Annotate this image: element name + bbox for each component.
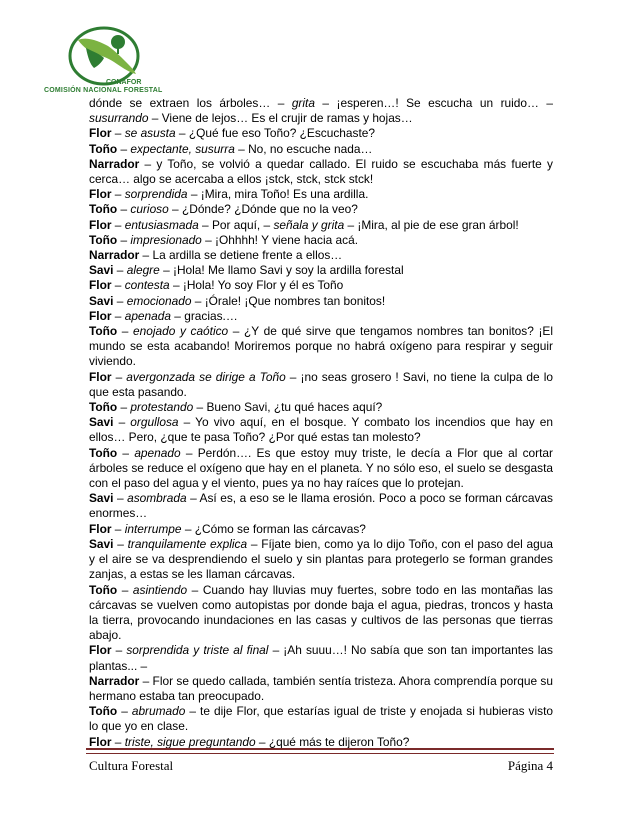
dialogue-paragraph [89,126,553,141]
dialogue-paragraph [89,704,553,734]
speaker-name: Toño [89,324,118,339]
stage-direction: sorprendida y triste al final [126,643,269,658]
stage-direction: avergonzada se dirige a Toño [126,369,286,384]
stage-direction: susurrando [89,111,149,126]
speaker-name: Flor [89,187,112,202]
dialogue-text: – [117,400,131,415]
speaker-name: Narrador [89,248,140,263]
dialogue-text: – Yo vivo aquí, en el bosque. Y combato los incendios que hay en ellos… Pero, ¿que te pasa Toño? ¿Por qué estas tan molesto? [89,415,553,445]
footer-divider [86,748,554,754]
stage-direction: tranquilamente explica [127,536,248,551]
dialogue-paragraph [89,142,553,157]
dialogue-body [89,96,553,750]
dialogue-text: – ¿Dónde? ¿Dónde que no la veo? [168,202,358,217]
dialogue-text: – Viene de lejos… Es el crujir de ramas y hojas… [148,111,413,126]
dialogue-text: – [117,141,131,156]
stage-direction: asombrada [127,491,187,506]
dialogue-text: – [113,491,128,506]
dialogue-text: – [117,445,135,460]
page-number: Página 4 [507,758,553,773]
dialogue-text: – ¡no seas grosero ! Savi, no tiene la culpa de lo que esta pasando. [89,369,553,399]
dialogue-text: – [111,643,127,658]
dialogue-paragraph [89,218,553,233]
speaker-name: Toño [89,445,118,460]
speaker-name: Flor [89,308,112,323]
stage-direction: triste, sigue preguntando [124,734,256,749]
speaker-name: Toño [89,704,118,719]
speaker-name: Narrador [89,673,140,688]
dialogue-paragraph [89,157,553,187]
dialogue-paragraph [89,415,553,445]
stage-direction: se asusta [124,126,176,141]
speaker-name: Flor [89,217,112,232]
stage-direction: interrumpe [124,521,182,536]
dialogue-text: – [113,415,131,430]
stage-direction: sorprendida [124,187,188,202]
dialogue-text: – No, no escuche nada… [234,141,373,156]
speaker-name: Toño [89,141,118,156]
dialogue-text: – ¡Mira, mira Toño! Es una ardilla. [187,187,369,202]
dialogue-text: – Así es, a eso se le llama erosión. Poco a poco se forman cárcavas enormes… [89,491,553,521]
dialogue-text: – [113,536,128,551]
dialogue-text: – La ardilla se detiene frente a ellos… [139,248,343,263]
stage-direction: asintiendo [132,582,188,597]
dialogue-text: – [113,293,127,308]
dialogue-text: – [111,217,125,232]
stage-direction: protestando [130,400,194,415]
stage-direction: impresionado [130,232,202,247]
dialogue-paragraph [89,96,553,126]
dialogue-paragraph [89,674,553,704]
speaker-name: Flor [89,643,112,658]
speaker-name: Savi [89,293,114,308]
speaker-name: Savi [89,263,114,278]
stage-direction: contesta [124,278,170,293]
speaker-name: Flor [89,521,112,536]
dialogue-paragraph [89,309,553,324]
speaker-name: Flor [89,126,112,141]
logo-emblem-icon [42,26,162,88]
speaker-name: Flor [89,369,112,384]
dialogue-text: dónde se extraen los árboles… – [89,96,292,110]
dialogue-paragraph [89,400,553,415]
dialogue-text: – [117,232,131,247]
dialogue-text: – [113,263,127,278]
dialogue-paragraph [89,643,553,673]
dialogue-text: – Fíjate bien, como ya lo dijo Toño, con el paso del agua y el aire se va desprendiendo el suelo y sin plantas para protegerlo se forman grandes zanjas, a estas se les llaman cárcavas. [89,536,553,582]
dialogue-paragraph [89,446,553,492]
stage-direction: enojado y caótico [133,324,229,339]
dialogue-text: – ¿Cómo se forman las cárcavas? [181,521,366,536]
dialogue-text: – Perdón…. Es que estoy muy triste, le decía a Flor que al cortar árboles se reduce el oxígeno que hay en el planeta. Y no sólo eso, el suelo se desgasta con el paso del agua y el viento, pues ya no hay raíces que lo protejan. [89,445,553,491]
speaker-name: Toño [89,232,118,247]
dialogue-paragraph [89,278,553,293]
dialogue-text: – ¡Hola! Me llamo Savi y soy la ardilla forestal [159,263,404,278]
dialogue-text: – [117,202,131,217]
dialogue-text: – te dije Flor, que estarías igual de triste y enojada si hubieras visto lo que yo en clase. [89,704,553,734]
dialogue-paragraph [89,187,553,202]
dialogue-text: – ¡Ah suuu…! No sabía que son tan importantes las plantas... – [89,643,553,673]
stage-direction: emocionado [126,293,192,308]
dialogue-text: – Cuando hay lluvias muy fuertes, sobre todo en las montañas las cárcavas se vuelven como autopistas por donde baja el agua, piedras, troncos y hasta la tierra, provocando inundaciones en las casas y cultivos de las personas que tierras abajo. [89,582,553,643]
organization-name: COMISIÓN NACIONAL FORESTAL [44,87,163,94]
logo-brand-text: CONAFOR [106,79,142,86]
speaker-name: Savi [89,415,114,430]
dialogue-text: – ¡esperen…! Se escucha un ruido… – [314,96,553,110]
dialogue-text: – ¿Qué fue eso Toño? ¿Escuchaste? [175,126,376,141]
dialogue-text: – [111,369,127,384]
dialogue-text: – [117,582,133,597]
speaker-name: Toño [89,582,118,597]
dialogue-paragraph [89,263,553,278]
dialogue-paragraph [89,202,553,217]
speaker-name: Flor [89,278,112,293]
dialogue-text: – ¡Ohhhh! Y viene hacia acá. [201,232,359,247]
stage-direction: apenado [134,445,181,460]
speaker-name: Savi [89,491,114,506]
dialogue-text: – ¡Mira, al pie de ese gran árbol! [344,217,519,232]
dialogue-paragraph [89,324,553,370]
speaker-name: Savi [89,536,114,551]
speaker-name: Flor [89,734,112,749]
stage-direction: alegre [126,263,160,278]
dialogue-text: – Por aquí, – [198,217,274,232]
dialogue-paragraph [89,294,553,309]
dialogue-text: – ¿qué más te dijeron Toño? [255,734,410,749]
dialogue-paragraph [89,583,553,644]
stage-direction: entusiasmada [124,217,199,232]
stage-direction: orgullosa [130,415,179,430]
speaker-name: Toño [89,202,118,217]
stage-direction: curioso [130,202,169,217]
dialogue-paragraph [89,491,553,521]
dialogue-text: – Bueno Savi, ¿tu qué haces aquí? [193,400,383,415]
dialogue-paragraph [89,522,553,537]
footer-title: Cultura Forestal [89,758,174,773]
dialogue-text: – ¡Hola! Yo soy Flor y él es Toño [169,278,344,293]
stage-direction: expectante, susurra [130,141,235,156]
stage-direction: abrumado [131,704,186,719]
dialogue-text: – [117,704,132,719]
dialogue-text: – [111,278,125,293]
dialogue-text: – ¡Órale! ¡Que nombres tan bonitos! [191,293,386,308]
stage-direction: apenada [124,308,171,323]
dialogue-text: – gracias.… [171,308,238,323]
stage-direction: señala y grita [273,217,345,232]
dialogue-text: – Flor se quedo callada, también sentía tristeza. Ahora comprendía porque su hermano estaba tan preocupado. [89,673,553,703]
dialogue-text: – [111,734,125,749]
dialogue-paragraph [89,537,553,583]
dialogue-text: – [117,324,134,339]
dialogue-text: – [111,308,125,323]
speaker-name: Toño [89,400,118,415]
dialogue-text: – [111,126,125,141]
dialogue-text: – [111,521,125,536]
dialogue-paragraph [89,370,553,400]
dialogue-paragraph [89,233,553,248]
stage-direction: grita [291,96,315,110]
dialogue-paragraph [89,248,553,263]
dialogue-text: – ¿Y de qué sirve que tengamos nombres tan bonitos? ¡El mundo se esta acabando! Moriremos porque no habrá oxígeno para respirar y seguir viviendo. [89,324,553,369]
dialogue-text: – y Toño, se volvió a quedar callado. El ruido se escuchaba más fuerte y cerca… algo se acercaba a ellos ¡stck, stck, stck stck! [89,156,553,187]
dialogue-text: – [111,187,125,202]
speaker-name: Narrador [89,156,140,171]
